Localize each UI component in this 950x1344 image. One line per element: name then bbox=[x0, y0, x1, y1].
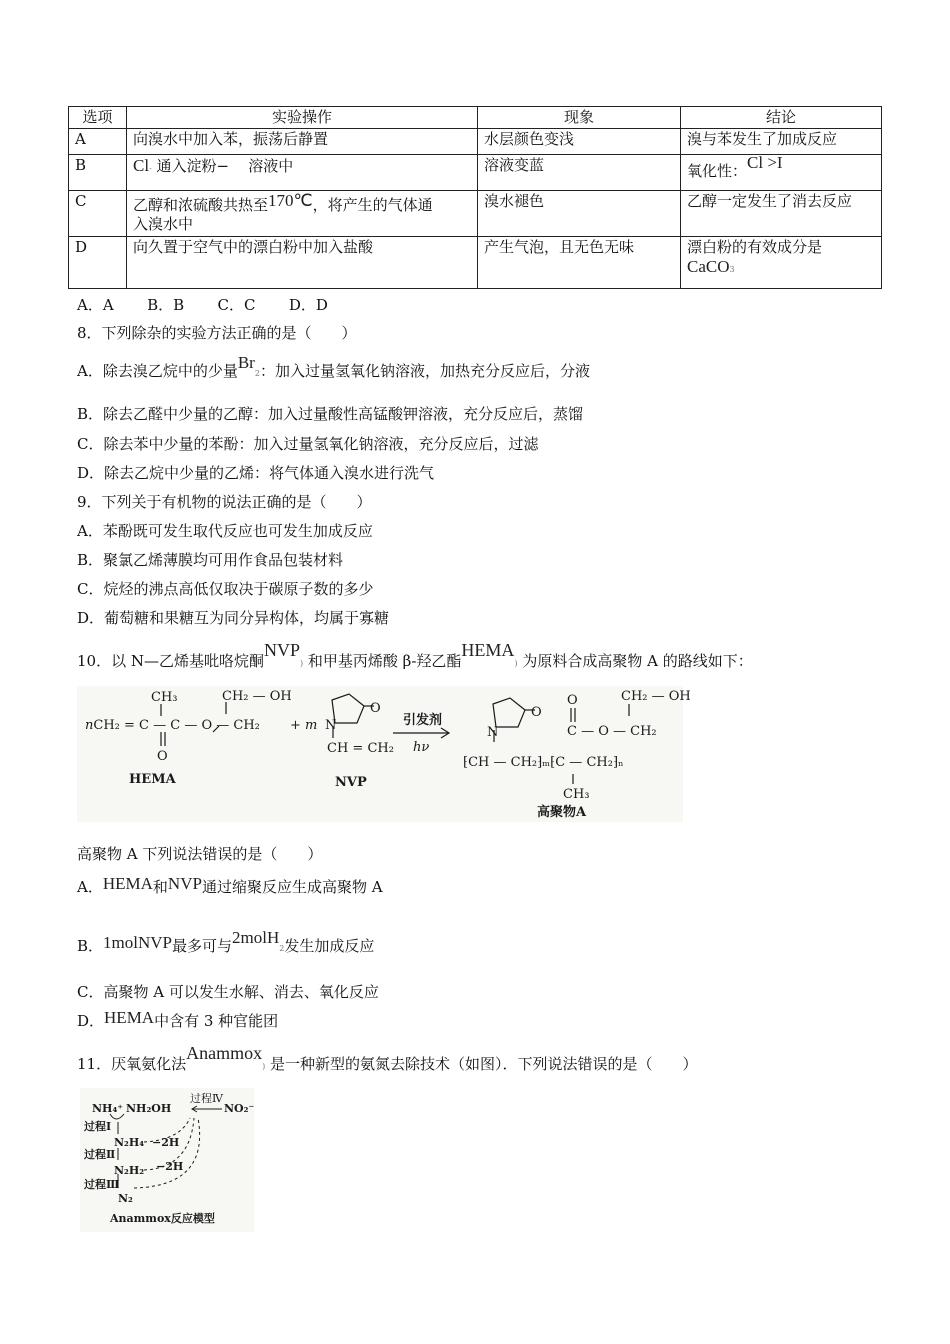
op-line2: 入溴水中 bbox=[133, 215, 194, 233]
row-operation bbox=[127, 191, 478, 237]
n2-label: N₂ bbox=[118, 1192, 133, 1205]
q10-option-a bbox=[77, 874, 383, 897]
row-option: B bbox=[69, 155, 127, 191]
product-label: 高聚物A bbox=[537, 805, 587, 820]
svg-text:C — O — CH₂: C — O — CH₂ bbox=[567, 724, 657, 739]
q10-stem: 10．以 N—乙烯基吡咯烷酮NVP) 和甲基丙烯酸 β-羟乙酯HEMA) 为原料合成高聚物 A 的路线如下： bbox=[77, 640, 753, 670]
q10-stem-mid: 和甲基丙烯酸 β-羟乙酯 bbox=[307, 652, 462, 670]
math-br: Br bbox=[237, 353, 255, 372]
q10-a-post: 通过缩聚反应生成高聚物 A bbox=[201, 878, 383, 896]
q11-stem-pre: 11．厌氧氨化法 bbox=[77, 1055, 187, 1073]
q10-b-mid: 最多可与 bbox=[172, 937, 233, 955]
math-temp: 170℃ bbox=[268, 191, 313, 210]
q10-d-post: 中含有 3 种官能团 bbox=[154, 1012, 279, 1030]
q9-stem: 9．下列关于有机物的说法正确的是（ ） bbox=[77, 493, 372, 511]
header-conclusion: 结论 bbox=[681, 107, 882, 129]
choice-b: B．B bbox=[147, 296, 185, 314]
anammox-caption: Anammox反应模型 bbox=[110, 1212, 215, 1225]
initiator-label: 引发剂 bbox=[403, 713, 443, 728]
svg-text:O: O bbox=[531, 705, 542, 720]
nh2oh-label: NH₂OH bbox=[126, 1102, 172, 1115]
minus2h-a: −2H bbox=[152, 1136, 180, 1149]
q8-option-d: D．除去乙烷中少量的乙烯：将气体通入溴水进行洗气 bbox=[77, 464, 435, 482]
q10-option-c: C．高聚物 A 可以发生水解、消去、氧化反应 bbox=[77, 983, 379, 1001]
table-row bbox=[69, 237, 882, 289]
table-row bbox=[69, 129, 882, 155]
math-2molh: 2molH bbox=[232, 928, 280, 947]
no2-label: NO₂⁻ bbox=[224, 1102, 255, 1115]
row-phenomenon: 溶液变蓝 bbox=[478, 155, 681, 191]
math-hema: HEMA bbox=[461, 640, 515, 660]
math-anammox: Anammox bbox=[186, 1043, 263, 1063]
row-conclusion: 溴与苯发生了加成反应 bbox=[681, 129, 882, 155]
table-row bbox=[69, 191, 882, 237]
row-operation: Cl- 通入淀粉− 溶液中 bbox=[127, 155, 478, 191]
row-phenomenon: 溴水褪色 bbox=[478, 191, 681, 237]
experiment-table bbox=[68, 106, 882, 289]
choice-a: A．A bbox=[77, 296, 114, 314]
svg-text:⁅CH — CH₂⁆ₘ⁅C — CH₂⁆ₙ: ⁅CH — CH₂⁆ₘ⁅C — CH₂⁆ₙ bbox=[463, 755, 624, 770]
row-operation: 向溴水中加入苯，振荡后静置 bbox=[127, 129, 478, 155]
svg-text:N: N bbox=[487, 725, 499, 740]
row-conclusion: 乙醇一定发生了消去反应 bbox=[681, 191, 882, 237]
coef-m: m bbox=[305, 718, 318, 733]
q7-choices bbox=[77, 295, 328, 315]
q10-b-pre: B． bbox=[77, 937, 104, 955]
q9-option-c: C．烷烃的沸点高低仅取决于碳原子数的多少 bbox=[77, 580, 374, 598]
q10-reaction-figure bbox=[77, 686, 691, 822]
math-cl: Cl bbox=[133, 156, 150, 175]
q8-option-a: A．除去溴乙烷中的少量Br2：加入过量氢氧化钠溶液，加热充分反应后，分液 bbox=[77, 353, 590, 380]
q11-stem: 11．厌氧氨化法Anammox) 是一种新型的氨氮去除技术（如图）．下列说法错误的是（ ） bbox=[77, 1043, 698, 1073]
process2-label: 过程Ⅱ bbox=[84, 1148, 116, 1161]
svg-text:+ m: + m bbox=[290, 718, 318, 733]
svg-text:CH₃: CH₃ bbox=[563, 787, 590, 802]
row-phenomenon: 产生气泡，且无色无味 bbox=[478, 237, 681, 289]
math-nvp-a: NVP bbox=[167, 874, 202, 893]
row-phenomenon: 水层颜色变浅 bbox=[478, 129, 681, 155]
q9-option-d: D．葡萄糖和果糖互为同分异构体，均属于寡糖 bbox=[77, 609, 390, 627]
q8-option-b: B．除去乙醛中少量的乙醇：加入过量酸性高锰酸钾溶液，充分反应后，蒸馏 bbox=[77, 405, 584, 423]
q9-option-a: A．苯酚既可发生取代反应也可发生加成反应 bbox=[77, 522, 373, 540]
q10-d-pre: D． bbox=[77, 1012, 105, 1030]
header-phenomenon: 现象 bbox=[478, 107, 681, 129]
minus2h-b: −2H bbox=[156, 1160, 184, 1173]
q10-option-d bbox=[77, 1008, 279, 1031]
row-option: C bbox=[69, 191, 127, 237]
op-pre: 乙醇和浓硫酸共热至 bbox=[133, 196, 269, 214]
hema-label: HEMA bbox=[129, 772, 176, 787]
q8-option-c: C．除去苯中少量的苯酚：加入过量氢氧化钠溶液，充分反应后，过滤 bbox=[77, 435, 539, 453]
q10-b-post: 发生加成反应 bbox=[284, 937, 375, 955]
table-row bbox=[69, 155, 882, 191]
math-hema-d: HEMA bbox=[104, 1008, 155, 1027]
row-conclusion: 漂白粉的有效成分是 CaCO3 bbox=[681, 237, 882, 289]
row-option: A bbox=[69, 129, 127, 155]
math-1molnvp: 1molNVP bbox=[103, 933, 172, 952]
math-caco: CaCO bbox=[687, 257, 730, 276]
svg-text:nCH₂ = C — C — O — CH₂: nCH₂ = C — C — O — CH₂ bbox=[85, 718, 260, 733]
math-hema-a: HEMA bbox=[102, 874, 153, 893]
q10-a-pre: A． bbox=[77, 878, 103, 896]
svg-text:CH₂ — OH: CH₂ — OH bbox=[222, 689, 292, 704]
q8-stem: 8．下列除杂的实验方法正确的是（ ） bbox=[77, 324, 357, 342]
n2h2-label: N₂H₂ bbox=[114, 1164, 145, 1177]
svg-text:CH₃: CH₃ bbox=[151, 690, 178, 705]
row-conclusion bbox=[681, 155, 882, 191]
q11-stem-post: 是一种新型的氨氮去除技术（如图）．下列说法错误的是（ ） bbox=[270, 1055, 698, 1073]
row-operation: 向久置于空气中的漂白粉中加入盐酸 bbox=[127, 237, 478, 289]
q10-stem-pre: 10．以 N—乙烯基吡咯烷酮 bbox=[77, 652, 264, 670]
header-operation: 实验操作 bbox=[127, 107, 478, 129]
choice-d: D．D bbox=[288, 296, 328, 314]
choice-c: C．C bbox=[217, 296, 256, 314]
svg-text:N: N bbox=[325, 718, 337, 733]
svg-text:CH₂ — OH: CH₂ — OH bbox=[621, 689, 691, 704]
svg-text:CH = CH₂: CH = CH₂ bbox=[327, 741, 394, 756]
coef-n: n bbox=[85, 718, 94, 733]
nh4-label: NH₄⁺ bbox=[92, 1102, 124, 1115]
op-tail: 溶液中 bbox=[248, 157, 294, 175]
op-post: ，将产生的气体通 bbox=[312, 196, 433, 214]
op-mid: 通入淀粉− bbox=[156, 157, 230, 175]
svg-text:O: O bbox=[567, 693, 578, 708]
process1-label: 过程Ⅰ bbox=[84, 1120, 112, 1133]
q8-a-pre: A．除去溴乙烷中的少量 bbox=[77, 362, 238, 380]
concl-prefix: 氧化性： bbox=[687, 162, 748, 180]
hv-label: hν bbox=[413, 740, 430, 755]
q10-question: 高聚物 A 下列说法错误的是（ ） bbox=[77, 845, 323, 863]
n2h4-label: N₂H₄ bbox=[114, 1136, 145, 1149]
row-option: D bbox=[69, 237, 127, 289]
q10-stem-post: 为原料合成高聚物 A 的路线如下： bbox=[522, 652, 753, 670]
svg-text:O: O bbox=[157, 749, 168, 764]
q10-a-mid: 和 bbox=[152, 878, 168, 896]
svg-text:O: O bbox=[370, 701, 381, 716]
process4-label: 过程Ⅳ bbox=[190, 1092, 223, 1105]
math-oxidize: Cl >I bbox=[747, 153, 783, 172]
q10-option-b: B．1molNVP最多可与2molH2发生加成反应 bbox=[77, 928, 375, 955]
q11-anammox-figure bbox=[80, 1088, 254, 1232]
process3-label: 过程Ⅲ bbox=[84, 1178, 120, 1191]
q8-a-post: ：加入过量氢氧化钠溶液，加热充分反应后，分液 bbox=[259, 362, 590, 380]
q9-option-b: B．聚氯乙烯薄膜均可用作食品包装材料 bbox=[77, 551, 344, 569]
table-header-row bbox=[69, 107, 882, 129]
math-nvp: NVP bbox=[263, 640, 300, 660]
nvp-label: NVP bbox=[335, 775, 367, 790]
concl-text: 漂白粉的有效成分是 bbox=[687, 238, 823, 256]
header-option: 选项 bbox=[69, 107, 127, 129]
